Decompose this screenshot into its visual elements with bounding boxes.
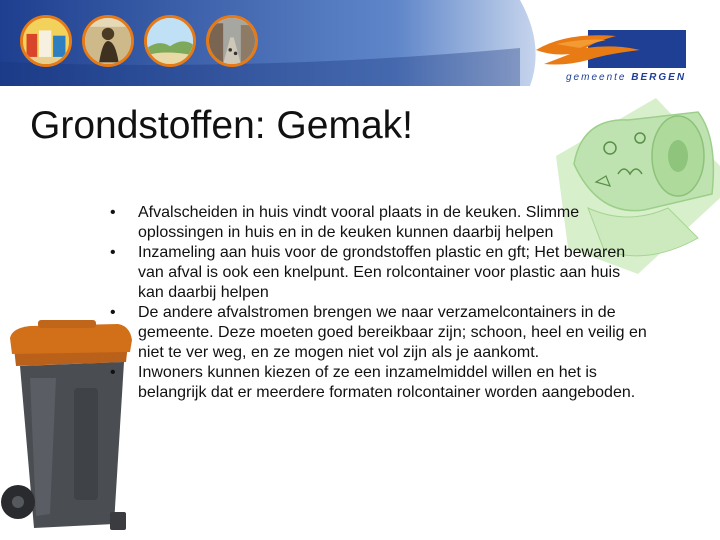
- gemeente-bergen-logo: [536, 30, 686, 72]
- bullet-text: Afvalscheiden in huis vindt vooral plaats in de keuken. Slimme oplossingen in huis en in de keuken kunnen daarbij helpen: [138, 204, 580, 241]
- bullet-item: [110, 203, 650, 243]
- bullet-text: Inzameling aan huis voor de grondstoffen plastic en gft; Het bewaren van afval is ook een knelpunt. Een rolcontainer voor plastic aan huis kan daarbij helpen: [138, 244, 626, 301]
- logo-city: BERGEN: [631, 72, 687, 83]
- bullet-marker: •: [110, 304, 116, 321]
- bullet-text: De andere afvalstromen brengen we naar verzamelcontainers in de gemeente. Deze moeten goed bereikbaar zijn; schoon, heel en veilig en niet te ver weg, en ze mogen niet vol zijn als je aankomt.: [138, 304, 647, 361]
- bullet-marker: •: [110, 204, 116, 221]
- bullet-text: Inwoners kunnen kiezen of ze een inzamelmiddel willen en het is belangrijk dat er meerdere formaten rolcontainer worden aangeboden.: [138, 364, 636, 401]
- header-photo-statue: [82, 15, 134, 67]
- logo-wordmark: [566, 72, 686, 83]
- header-photo-dunes: [144, 15, 196, 67]
- bullet-list: [110, 203, 650, 403]
- bullet-item: [110, 243, 650, 303]
- logo-prefix: gemeente: [566, 72, 627, 83]
- bullet-item: [110, 363, 650, 403]
- bullet-item: [110, 303, 650, 363]
- header-photo-beach-huts: [20, 15, 72, 67]
- bullet-marker: •: [110, 364, 116, 381]
- slide-title: Grondstoffen: Gemak!: [30, 104, 413, 147]
- header-photo-street: [206, 15, 258, 67]
- bullet-marker: •: [110, 244, 116, 261]
